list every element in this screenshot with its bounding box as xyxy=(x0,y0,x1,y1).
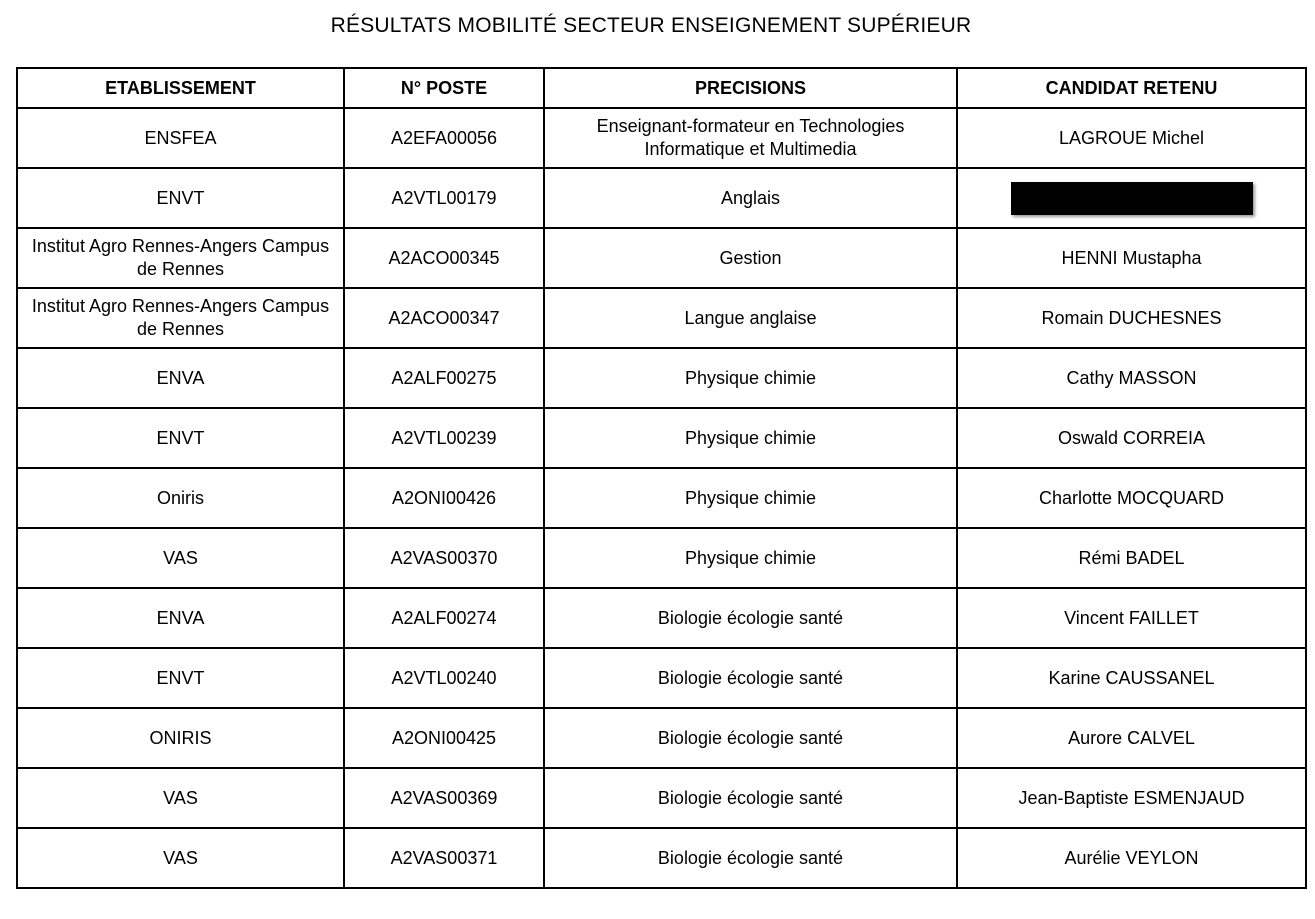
cell-candidat: LAGROUE Michel xyxy=(957,108,1306,168)
header-numero-poste: N° POSTE xyxy=(344,68,544,108)
cell-etablissement: Oniris xyxy=(17,468,344,528)
table-row xyxy=(17,708,1306,768)
cell-precisions: Physique chimie xyxy=(544,468,957,528)
cell-poste: A2ACO00345 xyxy=(344,228,544,288)
cell-precisions: Gestion xyxy=(544,228,957,288)
cell-etablissement: VAS xyxy=(17,828,344,888)
results-table xyxy=(16,67,1307,889)
cell-etablissement: ENVT xyxy=(17,648,344,708)
cell-candidat: Aurélie VEYLON xyxy=(957,828,1306,888)
cell-etablissement: ENVA xyxy=(17,348,344,408)
table-row xyxy=(17,168,1306,228)
table-row xyxy=(17,828,1306,888)
cell-etablissement: ENVT xyxy=(17,168,344,228)
cell-etablissement: ENVA xyxy=(17,588,344,648)
cell-poste: A2VTL00239 xyxy=(344,408,544,468)
table-header-row xyxy=(17,68,1306,108)
cell-etablissement: ENSFEA xyxy=(17,108,344,168)
cell-candidat: Aurore CALVEL xyxy=(957,708,1306,768)
cell-precisions: Physique chimie xyxy=(544,528,957,588)
cell-candidat: Rémi BADEL xyxy=(957,528,1306,588)
header-etablissement: ETABLISSEMENT xyxy=(17,68,344,108)
table-row xyxy=(17,588,1306,648)
header-precisions: PRECISIONS xyxy=(544,68,957,108)
cell-poste: A2ACO00347 xyxy=(344,288,544,348)
cell-poste: A2VAS00371 xyxy=(344,828,544,888)
table-row xyxy=(17,408,1306,468)
cell-precisions: Biologie écologie santé xyxy=(544,768,957,828)
cell-poste: A2VTL00179 xyxy=(344,168,544,228)
cell-precisions: Biologie écologie santé xyxy=(544,588,957,648)
cell-etablissement: Institut Agro Rennes-Angers Campus de Rennes xyxy=(17,228,344,288)
table-row xyxy=(17,108,1306,168)
table-row xyxy=(17,648,1306,708)
cell-etablissement: Institut Agro Rennes-Angers Campus de Rennes xyxy=(17,288,344,348)
cell-precisions: Langue anglaise xyxy=(544,288,957,348)
cell-candidat: Charlotte MOCQUARD xyxy=(957,468,1306,528)
cell-precisions: Biologie écologie santé xyxy=(544,708,957,768)
cell-etablissement: ONIRIS xyxy=(17,708,344,768)
cell-candidat: Vincent FAILLET xyxy=(957,588,1306,648)
document-title: RÉSULTATS MOBILITÉ SECTEUR ENSEIGNEMENT SUPÉRIEUR xyxy=(330,14,972,37)
cell-etablissement: VAS xyxy=(17,528,344,588)
cell-precisions: Biologie écologie santé xyxy=(544,828,957,888)
cell-etablissement: VAS xyxy=(17,768,344,828)
table-row xyxy=(17,528,1306,588)
cell-etablissement: ENVT xyxy=(17,408,344,468)
cell-candidat: Karine CAUSSANEL xyxy=(957,648,1306,708)
header-candidat-retenu: CANDIDAT RETENU xyxy=(957,68,1306,108)
cell-candidat: HENNI Mustapha xyxy=(957,228,1306,288)
cell-poste: A2VTL00240 xyxy=(344,648,544,708)
cell-poste: A2VAS00369 xyxy=(344,768,544,828)
cell-candidat: Romain DUCHESNES xyxy=(957,288,1306,348)
table-row xyxy=(17,348,1306,408)
cell-poste: A2ONI00425 xyxy=(344,708,544,768)
cell-poste: A2ONI00426 xyxy=(344,468,544,528)
cell-candidat: Jean-Baptiste ESMENJAUD xyxy=(957,768,1306,828)
cell-precisions: Physique chimie xyxy=(544,348,957,408)
table-row xyxy=(17,468,1306,528)
cell-candidat: Cathy MASSON xyxy=(957,348,1306,408)
cell-precisions: Enseignant-formateur en Technologies Informatique et Multimedia xyxy=(544,108,957,168)
cell-poste: A2ALF00274 xyxy=(344,588,544,648)
table-row xyxy=(17,768,1306,828)
cell-precisions: Anglais xyxy=(544,168,957,228)
cell-poste: A2ALF00275 xyxy=(344,348,544,408)
redaction-bar xyxy=(1011,182,1253,215)
cell-precisions: Physique chimie xyxy=(544,408,957,468)
cell-candidat xyxy=(957,168,1306,228)
table-row xyxy=(17,288,1306,348)
cell-candidat: Oswald CORREIA xyxy=(957,408,1306,468)
cell-poste: A2EFA00056 xyxy=(344,108,544,168)
table-row xyxy=(17,228,1306,288)
cell-poste: A2VAS00370 xyxy=(344,528,544,588)
cell-precisions: Biologie écologie santé xyxy=(544,648,957,708)
